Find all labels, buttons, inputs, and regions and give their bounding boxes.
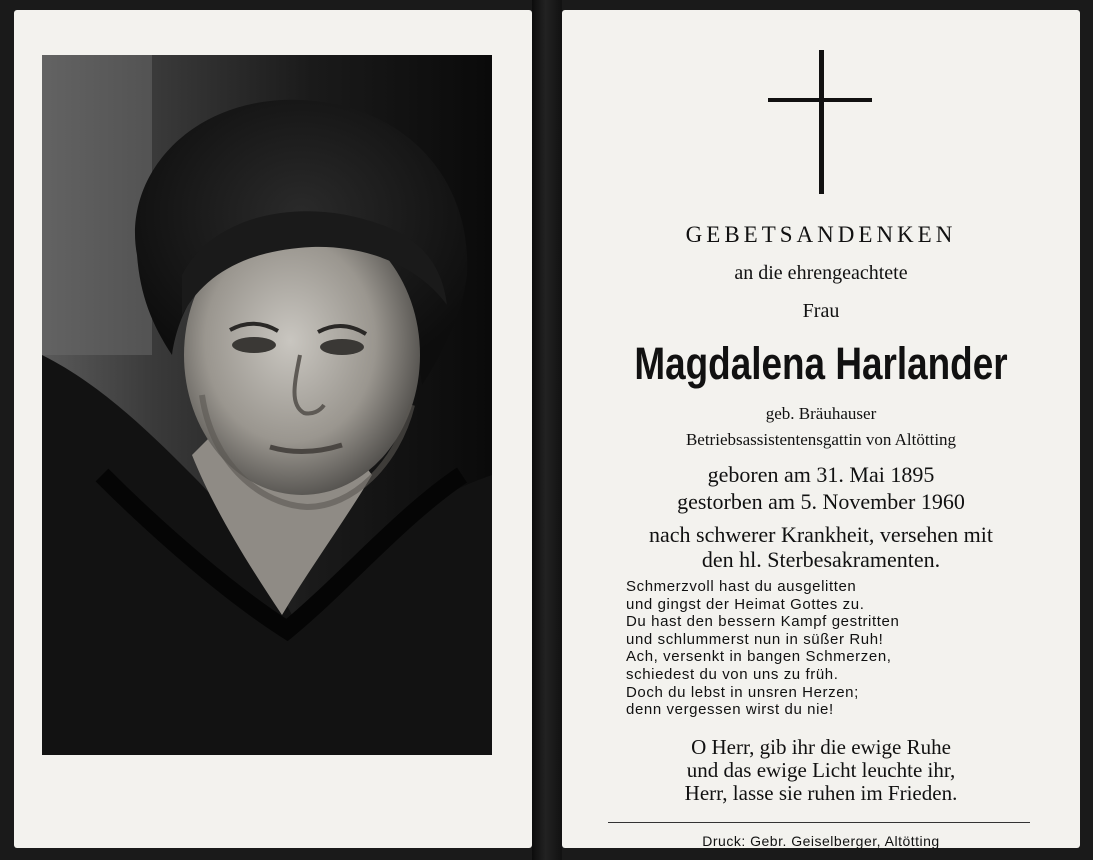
card-title: GEBETSANDENKEN (685, 222, 957, 247)
portrait-card (14, 10, 532, 848)
poem-line: und gingst der Heimat Gottes zu. (626, 595, 865, 613)
footer-divider (608, 822, 1030, 823)
poem-line: schiedest du von uns zu früh. (626, 665, 839, 683)
poem-line: und schlummerst nun in süßer Ruh! (626, 630, 884, 648)
death-date: gestorben am 5. November 1960 (677, 489, 965, 514)
memorial-text-card (562, 10, 1080, 848)
card-fold (532, 0, 562, 860)
illness-line-2: den hl. Sterbesakramenten. (701, 547, 941, 572)
portrait-photo (42, 55, 492, 755)
poem-line: Doch du lebst in unsren Herzen; (626, 683, 859, 701)
memorial-poem (626, 578, 899, 719)
poem-line: Du hast den bessern Kampf gestritten (626, 613, 900, 631)
latin-cross-icon (766, 50, 876, 200)
prayer-line: O Herr, gib ihr die ewige Ruhe (691, 735, 951, 759)
illness-line-1: nach schwerer Krankheit, versehen mit (649, 522, 993, 547)
prayer-line: und das ewige Licht leuchte ihr, (686, 758, 956, 782)
occupation: Betriebsassistentensgattin von Altötting (685, 430, 957, 449)
poem-line: Ach, versenkt in bangen Schmerzen, (626, 648, 892, 666)
salutation: Frau (802, 300, 840, 322)
prayer (562, 736, 1080, 805)
poem-line: denn vergessen wirst du nie! (626, 701, 834, 719)
intro-line: an die ehrengeachtete (734, 262, 908, 284)
birth-date: geboren am 31. Mai 1895 (707, 462, 935, 487)
deceased-name: Magdalena Harlander (634, 338, 1008, 389)
printer-credit: Druck: Gebr. Geiselberger, Altötting (702, 833, 940, 849)
prayer-line: Herr, lasse sie ruhen im Frieden. (684, 781, 958, 805)
maiden-name: geb. Bräuhauser (765, 404, 877, 423)
poem-line: Schmerzvoll hast du ausgelitten (626, 578, 857, 595)
